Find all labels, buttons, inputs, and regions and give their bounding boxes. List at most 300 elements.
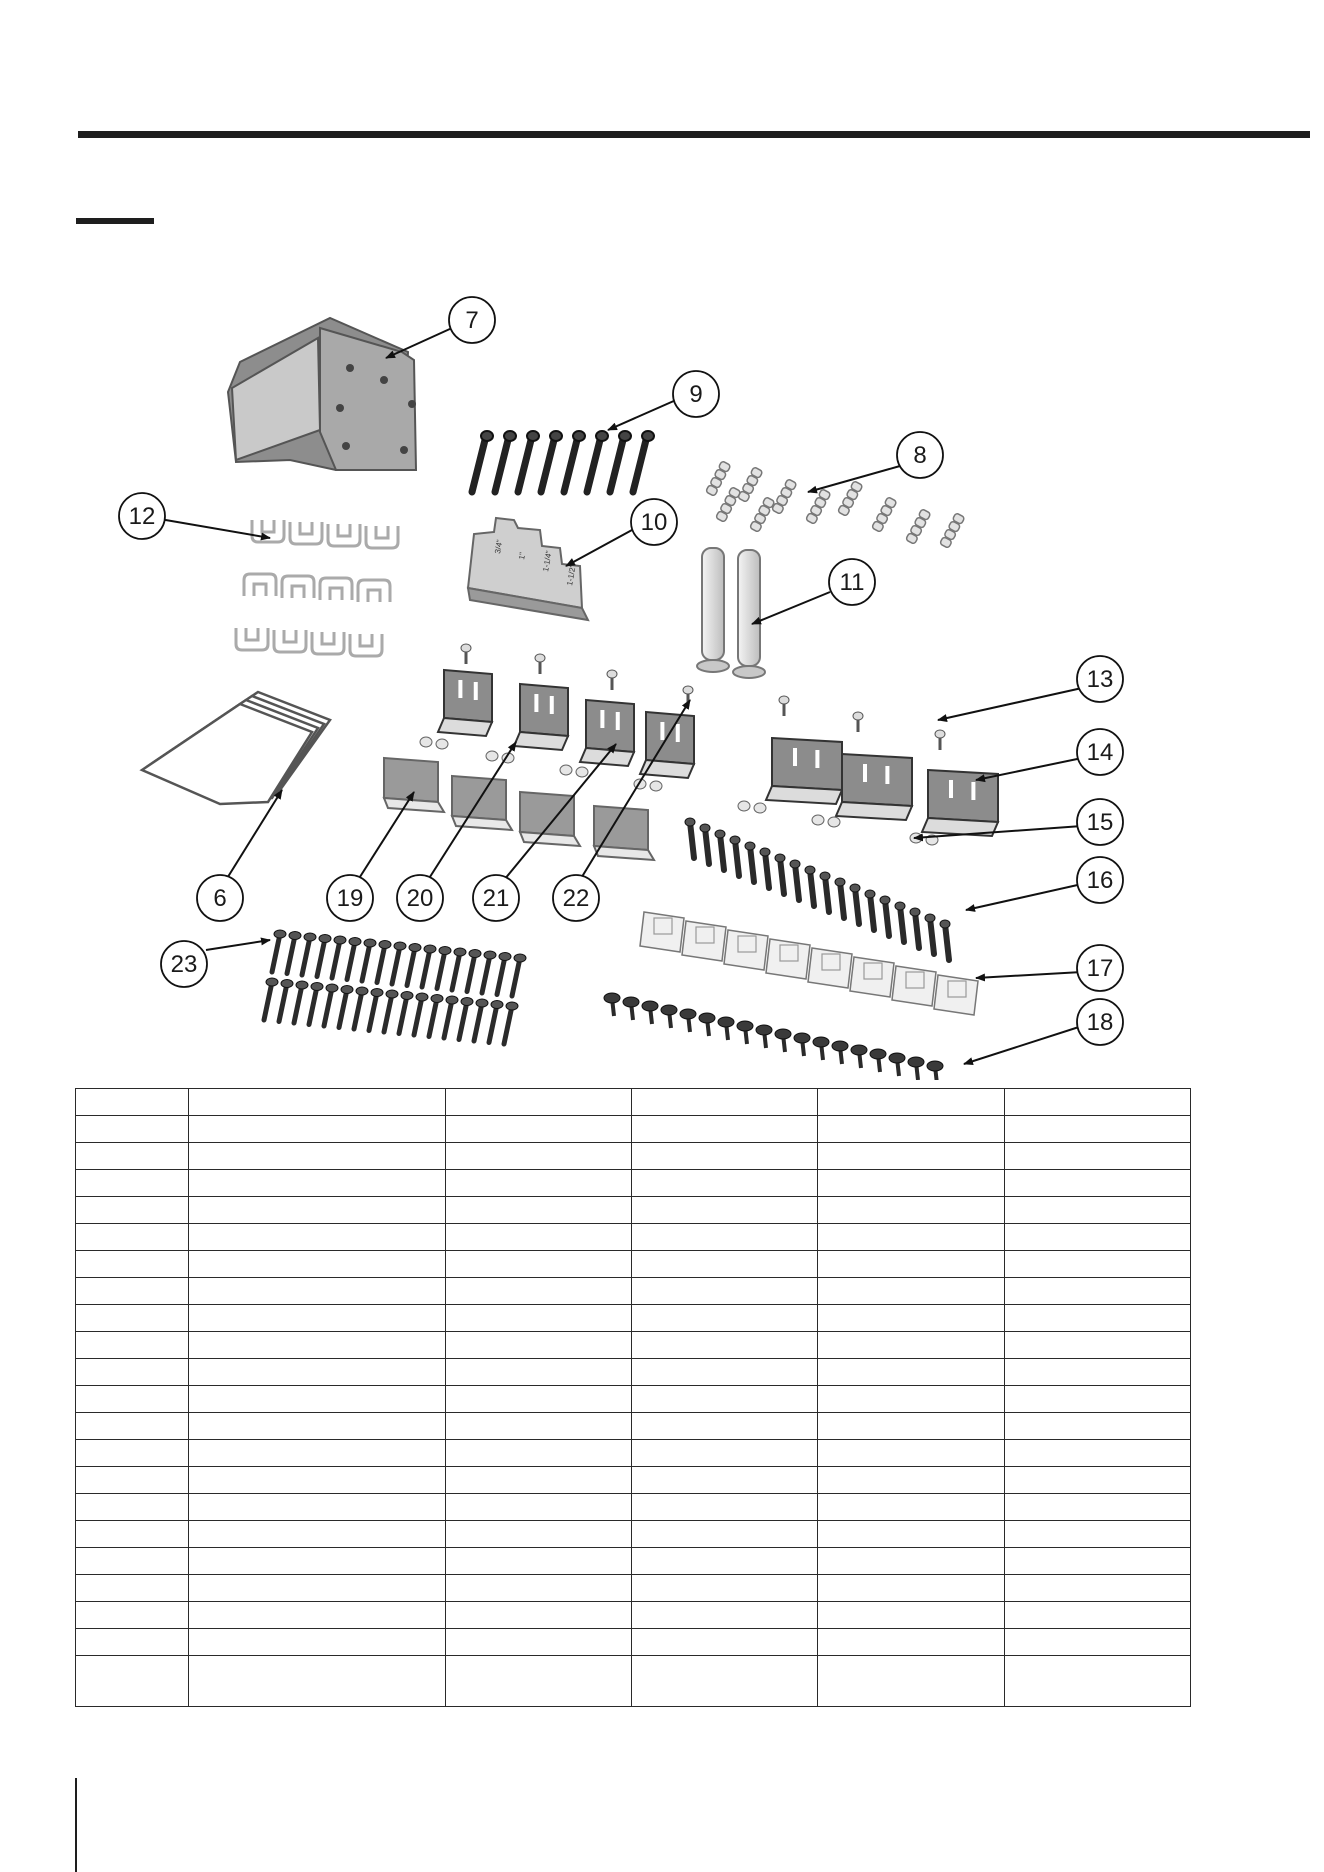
short-screw (737, 1021, 753, 1044)
table-cell (76, 1467, 189, 1494)
table-cell (446, 1197, 632, 1224)
table-cell (446, 1305, 632, 1332)
table-cell (632, 1143, 818, 1170)
short-screw (813, 1037, 829, 1060)
table-row (76, 1224, 1191, 1251)
table-cell (818, 1440, 1005, 1467)
table-cell (632, 1305, 818, 1332)
wood-screws-part (264, 930, 526, 1044)
table-cell (1005, 1305, 1191, 1332)
short-screw (908, 1057, 924, 1080)
wood-screw (429, 995, 443, 1037)
table-row (76, 1494, 1191, 1521)
table-row (76, 1359, 1191, 1386)
wood-screw (384, 990, 398, 1032)
table-row (76, 1143, 1191, 1170)
table-cell (632, 1278, 818, 1305)
washer-screw (436, 739, 448, 749)
wood-screw (489, 1001, 503, 1043)
table-cell (632, 1629, 818, 1656)
table-cell (818, 1197, 1005, 1224)
screw-head (596, 431, 608, 441)
rubber-pad (384, 758, 444, 812)
wood-screw (339, 986, 353, 1028)
table-cell (189, 1224, 446, 1251)
bolt (760, 848, 770, 888)
wall-anchor (750, 497, 775, 533)
wood-screw (399, 992, 413, 1034)
wood-screw (459, 998, 473, 1040)
callout-15: 15 (1086, 809, 1114, 836)
bolt (685, 818, 695, 858)
short-screw (623, 997, 639, 1020)
screw-head (619, 431, 631, 441)
long-screw (495, 436, 509, 492)
table-cell (189, 1386, 446, 1413)
table-cell (818, 1386, 1005, 1413)
table-cell (189, 1278, 446, 1305)
table-cell (632, 1116, 818, 1143)
table-cell (1005, 1332, 1191, 1359)
wood-screw (392, 942, 406, 984)
table-cell (446, 1359, 632, 1386)
table-cell (818, 1170, 1005, 1197)
table-cell (1005, 1278, 1191, 1305)
table-cell (76, 1143, 189, 1170)
wood-screw (324, 984, 338, 1026)
wood-screw (287, 932, 301, 974)
short-screw (775, 1029, 791, 1052)
gauge-label: 1-1/2" (565, 564, 578, 587)
table-cell (446, 1575, 632, 1602)
table-cell (632, 1467, 818, 1494)
table-cell (818, 1521, 1005, 1548)
table-row (76, 1197, 1191, 1224)
table-row (76, 1521, 1191, 1548)
callout-12: 12 (128, 503, 156, 530)
screw-head (504, 431, 516, 441)
table-row (76, 1332, 1191, 1359)
table-cell (446, 1548, 632, 1575)
screw-head (642, 431, 654, 441)
short-screws-part (604, 993, 943, 1080)
rubber-pad (452, 776, 512, 830)
table-cell (76, 1197, 189, 1224)
table-row (76, 1305, 1191, 1332)
table-cell (76, 1116, 189, 1143)
mounting-pads-part (142, 692, 330, 804)
short-screw (832, 1041, 848, 1064)
wood-screw (317, 935, 331, 977)
table-cell (446, 1656, 632, 1707)
table-row (76, 1413, 1191, 1440)
small-screw (535, 654, 545, 674)
table-cell (446, 1170, 632, 1197)
table-cell (632, 1494, 818, 1521)
u-spacers-part (236, 520, 398, 656)
small-screw (853, 712, 863, 732)
short-screw (699, 1013, 715, 1036)
table-cell (818, 1629, 1005, 1656)
washer-screw (576, 767, 588, 777)
wood-screw (407, 944, 421, 986)
table-cell (189, 1251, 446, 1278)
spacing-gauge-part (468, 518, 588, 620)
callout-21: 21 (482, 885, 510, 912)
table-cell (446, 1467, 632, 1494)
bolt (940, 920, 950, 960)
wood-screw (504, 1002, 518, 1044)
table-cell (76, 1602, 189, 1629)
table-cell (446, 1602, 632, 1629)
table-cell (446, 1494, 632, 1521)
callout-23: 23 (170, 951, 198, 978)
table-row (76, 1170, 1191, 1197)
table-cell (818, 1413, 1005, 1440)
short-screw (851, 1045, 867, 1068)
wood-screw (482, 951, 496, 993)
table-cell (1005, 1494, 1191, 1521)
table-cell (818, 1305, 1005, 1332)
u-spacer (366, 526, 398, 548)
long-screws-part (472, 431, 654, 492)
u-spacer (282, 576, 314, 598)
table-cell (189, 1521, 446, 1548)
callout-8: 8 (913, 442, 927, 469)
table-cell (76, 1278, 189, 1305)
long-screw (633, 436, 647, 492)
bolt (790, 860, 800, 900)
callout-17: 17 (1086, 955, 1114, 982)
washer-screw (420, 737, 432, 747)
wood-screw (437, 947, 451, 989)
table-cell (189, 1467, 446, 1494)
wall-anchor (706, 461, 731, 497)
table-cell (446, 1440, 632, 1467)
bolt (820, 872, 830, 912)
table-cell (76, 1413, 189, 1440)
gauge-label: 1-1/4" (541, 550, 554, 573)
wood-screw (362, 939, 376, 981)
bolt (835, 878, 845, 918)
table-cell (632, 1602, 818, 1629)
table-cell (76, 1386, 189, 1413)
small-screw (779, 696, 789, 716)
wood-screw (497, 953, 511, 995)
table-row (76, 1467, 1191, 1494)
margin-rule (75, 1778, 77, 1872)
u-spacer (252, 520, 284, 542)
callout-19: 19 (336, 885, 364, 912)
wood-screw (369, 989, 383, 1031)
wall-anchor (806, 489, 831, 525)
table-cell (818, 1467, 1005, 1494)
long-screw (610, 436, 624, 492)
wood-screw (272, 930, 286, 972)
table-row (76, 1251, 1191, 1278)
table-cell (632, 1332, 818, 1359)
table-cell (632, 1656, 818, 1707)
small-screw (607, 670, 617, 690)
support-posts-part (697, 548, 765, 678)
table-cell (632, 1251, 818, 1278)
table-cell (818, 1332, 1005, 1359)
table-cell (1005, 1116, 1191, 1143)
table-cell (189, 1305, 446, 1332)
clip (808, 948, 852, 988)
table-cell (818, 1575, 1005, 1602)
clips-part (640, 912, 978, 1015)
u-spacer (358, 580, 390, 602)
parts-list-table (75, 1088, 1191, 1707)
table-cell (76, 1575, 189, 1602)
u-spacer (244, 574, 276, 596)
table-cell (632, 1089, 818, 1116)
table-cell (189, 1089, 446, 1116)
long-screw (587, 436, 601, 492)
bolt (880, 896, 890, 936)
short-screw (927, 1061, 943, 1080)
callout-10: 10 (640, 509, 668, 536)
bolt (910, 908, 920, 948)
table-cell (189, 1359, 446, 1386)
table-cell (1005, 1170, 1191, 1197)
table-cell (446, 1332, 632, 1359)
mounting-bracket (438, 670, 492, 736)
long-screw (472, 436, 486, 492)
table-row (76, 1440, 1191, 1467)
table-row (76, 1116, 1191, 1143)
table-cell (632, 1521, 818, 1548)
table-cell (632, 1197, 818, 1224)
long-screw (518, 436, 532, 492)
wood-screw (512, 954, 526, 996)
u-spacer (290, 522, 322, 544)
table-cell (818, 1602, 1005, 1629)
wood-screw (332, 936, 346, 978)
table-cell (446, 1278, 632, 1305)
wall-anchor (838, 481, 863, 517)
table-cell (1005, 1224, 1191, 1251)
table-cell (1005, 1089, 1191, 1116)
table-cell (446, 1386, 632, 1413)
short-screw (718, 1017, 734, 1040)
table-cell (446, 1143, 632, 1170)
callout-22: 22 (562, 885, 590, 912)
table-row (76, 1656, 1191, 1707)
clip (934, 975, 978, 1015)
table-cell (76, 1440, 189, 1467)
table-cell (632, 1224, 818, 1251)
washer-screw (650, 781, 662, 791)
washer-screw (754, 803, 766, 813)
section-marker (76, 218, 154, 224)
table-cell (818, 1656, 1005, 1707)
mounting-bracket (922, 770, 998, 836)
table-cell (632, 1548, 818, 1575)
table-cell (76, 1251, 189, 1278)
u-spacer (274, 630, 306, 652)
clip (640, 912, 684, 952)
bolt (700, 824, 710, 864)
bolt (865, 890, 875, 930)
table-cell (632, 1575, 818, 1602)
table-cell (1005, 1251, 1191, 1278)
table-cell (189, 1575, 446, 1602)
wall-anchor (872, 497, 897, 533)
table-row (76, 1602, 1191, 1629)
table-cell (189, 1656, 446, 1707)
short-screw (794, 1033, 810, 1056)
screw-head (573, 431, 585, 441)
wood-screw (422, 945, 436, 987)
clip (850, 957, 894, 997)
table-cell (1005, 1413, 1191, 1440)
table-row (76, 1629, 1191, 1656)
wall-anchor (940, 513, 965, 549)
bolt (805, 866, 815, 906)
table-cell (76, 1656, 189, 1707)
washer-screw (560, 765, 572, 775)
table-cell (76, 1170, 189, 1197)
u-spacer (320, 578, 352, 600)
table-cell (189, 1602, 446, 1629)
washer-screw (828, 817, 840, 827)
bolt (715, 830, 725, 870)
wood-screw (452, 948, 466, 990)
u-spacer (350, 634, 382, 656)
table-cell (76, 1305, 189, 1332)
table-cell (76, 1629, 189, 1656)
table-cell (1005, 1143, 1191, 1170)
bolt (730, 836, 740, 876)
table-cell (189, 1143, 446, 1170)
gauge-label: 1" (517, 551, 528, 561)
table-cell (818, 1116, 1005, 1143)
wood-screw (309, 983, 323, 1025)
table-cell (76, 1494, 189, 1521)
table-cell (189, 1170, 446, 1197)
table-cell (632, 1440, 818, 1467)
short-screw (604, 993, 620, 1016)
callout-16: 16 (1086, 867, 1114, 894)
screw-head (550, 431, 562, 441)
table-cell (632, 1359, 818, 1386)
clip (766, 939, 810, 979)
table-cell (446, 1089, 632, 1116)
short-screw (642, 1001, 658, 1024)
washer-screw (812, 815, 824, 825)
short-screw (661, 1005, 677, 1028)
u-spacer (236, 628, 268, 650)
table-cell (1005, 1440, 1191, 1467)
table-cell (632, 1413, 818, 1440)
wall-anchor (738, 467, 763, 503)
short-screw (756, 1025, 772, 1048)
callout-13: 13 (1086, 666, 1114, 693)
screw-head (527, 431, 539, 441)
table-cell (446, 1629, 632, 1656)
table-cell (1005, 1467, 1191, 1494)
table-cell (818, 1548, 1005, 1575)
clip (682, 921, 726, 961)
table-row (76, 1089, 1191, 1116)
table-cell (1005, 1656, 1191, 1707)
table-cell (632, 1170, 818, 1197)
table-cell (1005, 1602, 1191, 1629)
wood-screw (444, 996, 458, 1038)
table-cell (189, 1116, 446, 1143)
table-row (76, 1548, 1191, 1575)
corner-bracket-part (228, 318, 416, 470)
table-cell (632, 1386, 818, 1413)
u-spacer (312, 632, 344, 654)
wall-anchor (906, 509, 931, 545)
callout-11: 11 (839, 569, 865, 596)
callout-7: 7 (465, 307, 479, 334)
bolt (895, 902, 905, 942)
table-cell (818, 1359, 1005, 1386)
table-row (76, 1386, 1191, 1413)
exploded-parts-diagram (0, 270, 1324, 1080)
short-screw (889, 1053, 905, 1076)
table-cell (446, 1413, 632, 1440)
table-cell (818, 1224, 1005, 1251)
table-cell (818, 1494, 1005, 1521)
bolt (775, 854, 785, 894)
mounting-bracket (836, 754, 912, 820)
wall-anchor (772, 479, 797, 515)
wood-screw (264, 978, 278, 1020)
mounting-bracket (766, 738, 842, 804)
table-cell (446, 1116, 632, 1143)
table-cell (818, 1089, 1005, 1116)
bolt (925, 914, 935, 954)
table-cell (189, 1494, 446, 1521)
washer-screw (738, 801, 750, 811)
table-cell (76, 1521, 189, 1548)
table-cell (1005, 1548, 1191, 1575)
wood-screw (294, 981, 308, 1023)
wood-screw (354, 987, 368, 1029)
table-cell (1005, 1197, 1191, 1224)
table-cell (1005, 1386, 1191, 1413)
gauge-label: 3/4" (493, 539, 505, 555)
wall-anchor (716, 487, 741, 523)
callout-9: 9 (689, 381, 703, 408)
table-row (76, 1278, 1191, 1305)
small-screw (461, 644, 471, 664)
table-cell (189, 1413, 446, 1440)
table-cell (76, 1359, 189, 1386)
short-screw (680, 1009, 696, 1032)
header-rule (78, 131, 1310, 138)
table-row (76, 1575, 1191, 1602)
wood-screw (302, 933, 316, 975)
screw-head (481, 431, 493, 441)
bolt (850, 884, 860, 924)
wood-screw (467, 950, 481, 992)
table-cell (1005, 1521, 1191, 1548)
table-cell (818, 1251, 1005, 1278)
wood-screw (377, 941, 391, 983)
table-cell (76, 1332, 189, 1359)
wood-screw (474, 999, 488, 1041)
wood-screw (347, 938, 361, 980)
table-cell (189, 1197, 446, 1224)
clip (724, 930, 768, 970)
table-cell (76, 1224, 189, 1251)
